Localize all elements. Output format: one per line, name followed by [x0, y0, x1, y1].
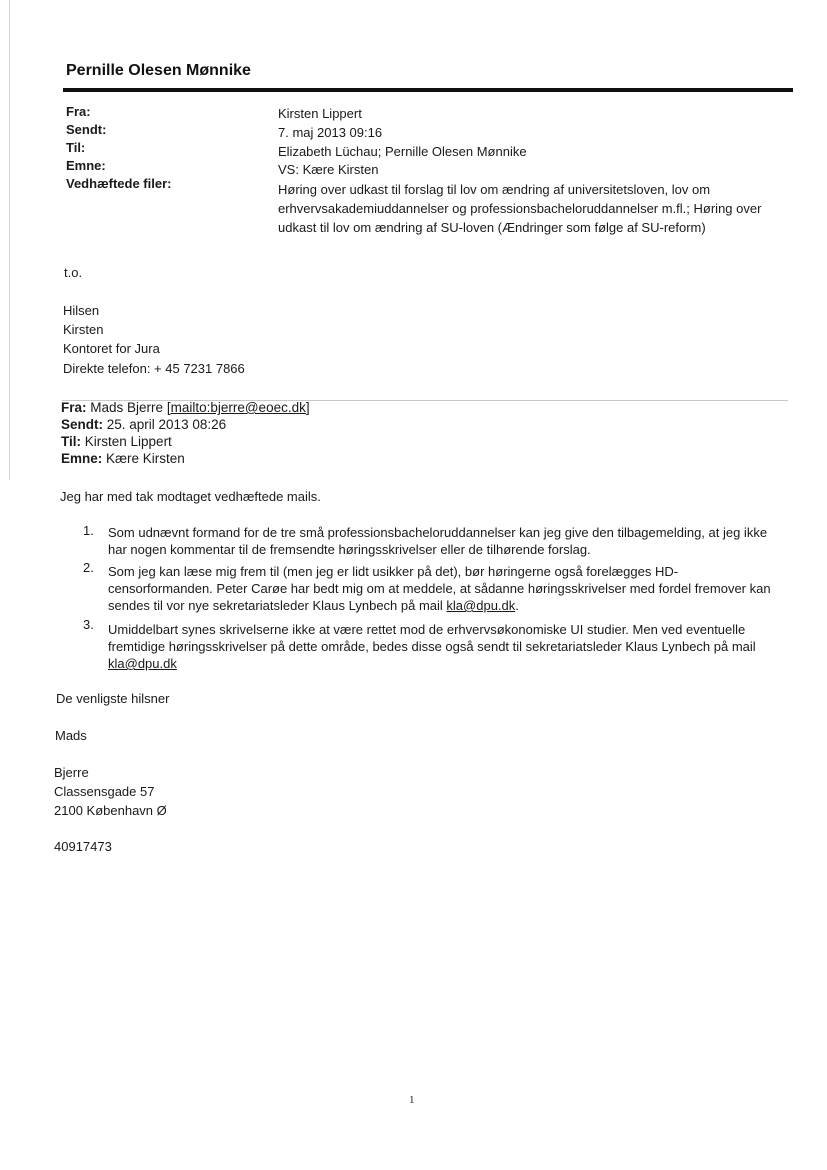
fwd-sent-label: Sendt:: [61, 417, 103, 432]
sent-label: Sendt:: [66, 122, 107, 137]
list-item-3-body: [108, 621, 778, 672]
list-item-1-number: 1.: [83, 523, 94, 538]
list-item-3-email-link[interactable]: kla@dpu.dk: [108, 656, 177, 671]
sent-value: 7. maj 2013 09:16: [278, 125, 383, 140]
attachments-label: Vedhæftede filer:: [66, 176, 172, 191]
fwd-from-line: [61, 400, 310, 415]
list-item-2-email-link[interactable]: kla@dpu.dk: [446, 598, 516, 613]
closing-text: De venligste hilsner: [56, 691, 170, 706]
fwd-from-link[interactable]: [mailto:bjerre@eoec.dk]: [166, 400, 310, 415]
list-item-3-text: Umiddelbart synes skrivelserne ikke at være rettet mod de erhvervsøkonomiske UI studier. Men ved eventuelle fremtidige høringsskrivelser på dette område, bedes disse også sendt til sekretariatsleder Klaus Lynbech på mail: [108, 622, 756, 654]
fwd-from-label: Fra:: [61, 400, 87, 415]
attachments-value: Høring over udkast til forslag til lov om ændring af universitetsloven, lov om erhvervsakademiuddannelser og professionsbacheloruddannelser m.fl.; Høring over udkast til lov om ændring af SU-loven (Ændringer som følge af SU-reform): [278, 182, 762, 235]
list-item-2-body: [108, 563, 778, 614]
list-item-2-text: Som jeg kan læse mig frem til (men jeg er lidt usikker på det), bør høringerne også forelægges HD-censorformanden. Peter Carøe har bedt mig om at meddele, at sådanne høringsskrivelser med fordel fremover kan sendes til vor nye sekretariatsleder Klaus Lynbech på mail: [108, 564, 771, 613]
fwd-subject-label: Emne:: [61, 451, 103, 466]
to-label: Til:: [66, 140, 86, 155]
mailbox-owner-name: Pernille Olesen Mønnike: [66, 62, 251, 79]
signature-phone: 40917473: [54, 839, 112, 854]
fwd-subject-line: [61, 451, 185, 466]
from-value: Kirsten Lippert: [278, 106, 362, 121]
scan-edge-line: [9, 0, 10, 480]
fwd-sent-value: 25. april 2013 08:26: [106, 417, 227, 432]
signature-street: Classensgade 57: [54, 784, 155, 799]
signature-city: 2100 København Ø: [54, 803, 167, 818]
list-item-1-text: Som udnævnt formand for de tre små professionsbacheloruddannelser kan jeg give den tilbagemelding, at jeg ikke har nogen kommentar til de fremsendte høringsskrivelser eller de tilhørende forslag.: [108, 525, 768, 557]
greeting-text: t.o.: [64, 265, 83, 280]
sender-office: Kontoret for Jura: [63, 341, 160, 356]
fwd-to-line: [61, 434, 172, 449]
sender-phone: Direkte telefon: + 45 7231 7866: [63, 361, 245, 376]
to-value: Elizabeth Lüchau; Pernille Olesen Mønnike: [278, 144, 527, 159]
list-item-2-number: 2.: [83, 560, 94, 575]
list-item-2-suffix: .: [515, 598, 519, 613]
signature-first-name: Mads: [55, 728, 87, 743]
sender-name: Kirsten: [63, 322, 104, 337]
subject-label: Emne:: [66, 158, 106, 173]
sign-off-text: Hilsen: [63, 303, 100, 318]
signature-last-name: Bjerre: [54, 765, 89, 780]
title-divider: [63, 88, 793, 92]
fwd-to-value: Kirsten Lippert: [84, 434, 172, 449]
fwd-to-label: Til:: [61, 434, 81, 449]
page-number: 1: [409, 1094, 415, 1106]
fwd-sent-line: [61, 417, 226, 432]
fwd-intro-text: Jeg har med tak modtaget vedhæftede mails.: [60, 489, 321, 504]
subject-value: VS: Kære Kirsten: [278, 162, 379, 177]
fwd-subject-value: Kære Kirsten: [106, 451, 185, 466]
list-item-3-number: 3.: [83, 617, 94, 632]
from-label: Fra:: [66, 104, 91, 119]
fwd-from-name: Mads Bjerre: [90, 400, 164, 415]
